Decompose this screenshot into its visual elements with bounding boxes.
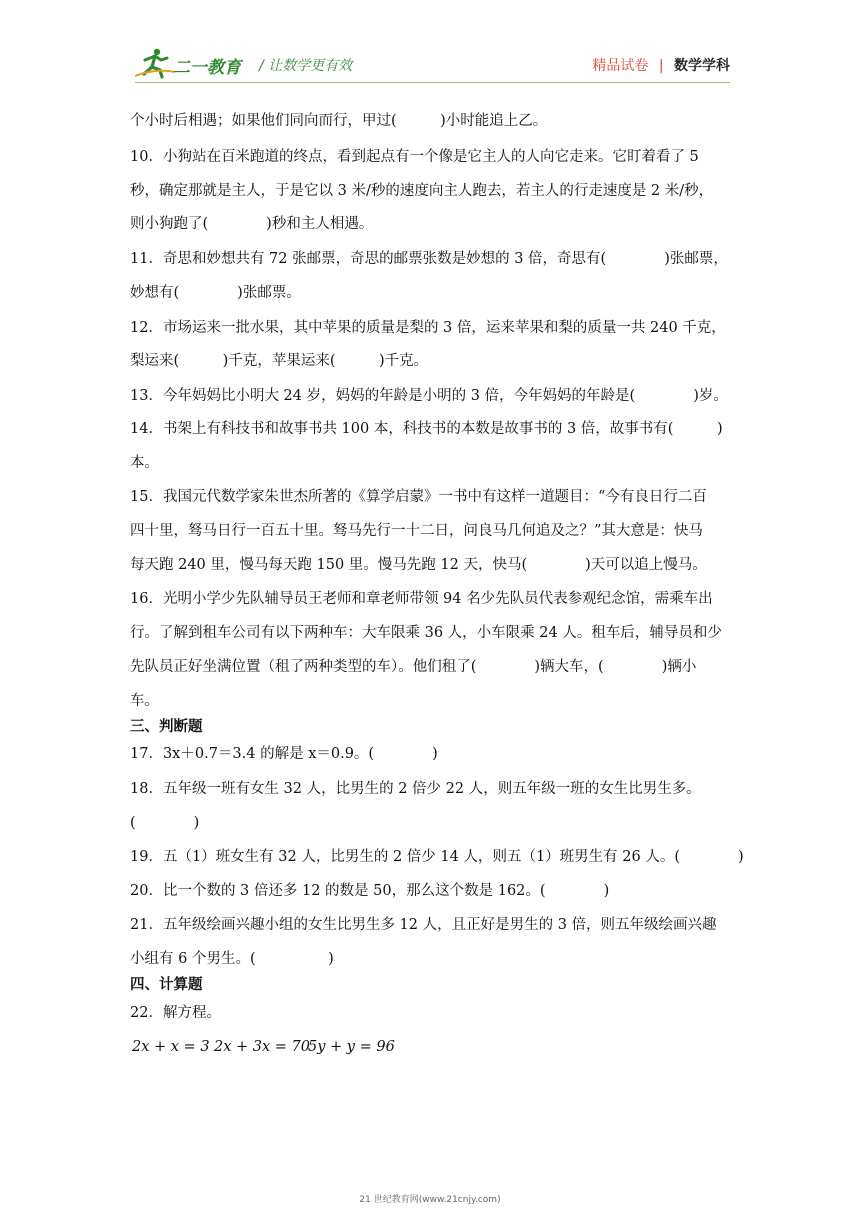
- equation-2: 2x + 3x = 70: [214, 1039, 310, 1055]
- header-rule: [135, 82, 730, 83]
- text-line: 则小狗跑了( )秒和主人相遇。: [130, 216, 374, 232]
- question-12: 12．市场运来一批水果，其中苹果的质量是梨的 3 倍，运来苹果和梨的质量一共 240 千克，: [130, 320, 726, 336]
- question-18: 18．五年级一班有女生 32 人，比男生的 2 倍少 22 人，则五年级一班的女生比男生多。: [130, 781, 701, 797]
- text-line: 车。: [130, 693, 159, 709]
- text-line: 梨运来( )千克，苹果运来( )千克。: [130, 353, 429, 369]
- answer-blank: ( ): [130, 815, 200, 831]
- page-footer: 21 世纪教育网(www.21cnjy.com): [359, 1195, 501, 1205]
- equation-1: 2x + x = 3: [132, 1039, 210, 1055]
- text-line: 本。: [130, 455, 159, 471]
- question-22: 22．解方程。: [130, 1005, 221, 1021]
- question-21: 21．五年级绘画兴趣小组的女生比男生多 12 人，且正好是男生的 3 倍，则五年级绘画兴趣: [130, 917, 717, 933]
- page-header: [135, 46, 730, 82]
- runner-icon: [135, 49, 175, 77]
- tag-separator: |: [658, 58, 664, 74]
- equation-3: 5y + y = 96: [308, 1039, 395, 1055]
- slogan: / 让数学更有效: [259, 58, 353, 74]
- logo-text: 二一教育: [173, 58, 241, 78]
- text-line: 小组有 6 个男生。( ): [130, 951, 334, 967]
- question-20: 20．比一个数的 3 倍还多 12 的数是 50，那么这个数是 162。( ): [130, 883, 610, 899]
- text-line: 先队员正好坐满位置（租了两种类型的车）。他们租了( )辆大车，( )辆小: [130, 659, 697, 675]
- question-17: 17．3x＋0.7＝3.4 的解是 x＝0.9。( ): [130, 746, 438, 762]
- text-line: 个小时后相遇；如果他们同向而行，甲过( )小时能追上乙。: [130, 113, 548, 129]
- question-14: 14．书架上有科技书和故事书共 100 本，科技书的本数是故事书的 3 倍，故事书有( ): [130, 421, 723, 437]
- text-line: 四十里，驽马日行一百五十里。驽马先行一十二日，问良马几何追及之？”其大意是：快马: [130, 523, 703, 539]
- section-heading-calculation: 四、计算题: [130, 977, 203, 993]
- text-line: 秒，确定那就是主人，于是它以 3 米/秒的速度向主人跑去，若主人的行走速度是 2 米/秒，: [130, 183, 714, 199]
- question-16: 16．光明小学少先队辅导员王老师和章老师带领 94 名少先队员代表参观纪念馆，需乘车出: [130, 591, 713, 607]
- tag-subject: 数学学科: [674, 58, 730, 74]
- text-line: 妙想有( )张邮票。: [130, 285, 301, 301]
- section-heading-judgement: 三、判断题: [130, 719, 203, 735]
- question-15: 15．我国元代数学家朱世杰所著的《算学启蒙》一书中有这样一道题目：“今有良日行二百: [130, 489, 707, 505]
- header-tags: [592, 55, 730, 75]
- text-line: 每天跑 240 里，慢马每天跑 150 里。慢马先跑 12 天，快马( )天可以追上慢马。: [130, 557, 707, 573]
- tag-paper-type: 精品试卷: [592, 58, 649, 74]
- question-10: 10．小狗站在百米跑道的终点，看到起点有一个像是它主人的人向它走来。它盯着看了 5: [130, 149, 699, 165]
- question-13: 13．今年妈妈比小明大 24 岁，妈妈的年龄是小明的 3 倍，今年妈妈的年龄是( )岁。: [130, 388, 728, 404]
- question-11: 11．奇思和妙想共有 72 张邮票，奇思的邮票张数是妙想的 3 倍，奇思有( )张邮票，: [130, 251, 728, 267]
- question-19: 19．五（1）班女生有 32 人，比男生的 2 倍少 14 人，则五（1）班男生有 26 人。( ): [130, 849, 744, 865]
- text-line: 行。了解到租车公司有以下两种车：大车限乘 36 人，小车限乘 24 人。租车后，辅导员和少: [130, 625, 722, 641]
